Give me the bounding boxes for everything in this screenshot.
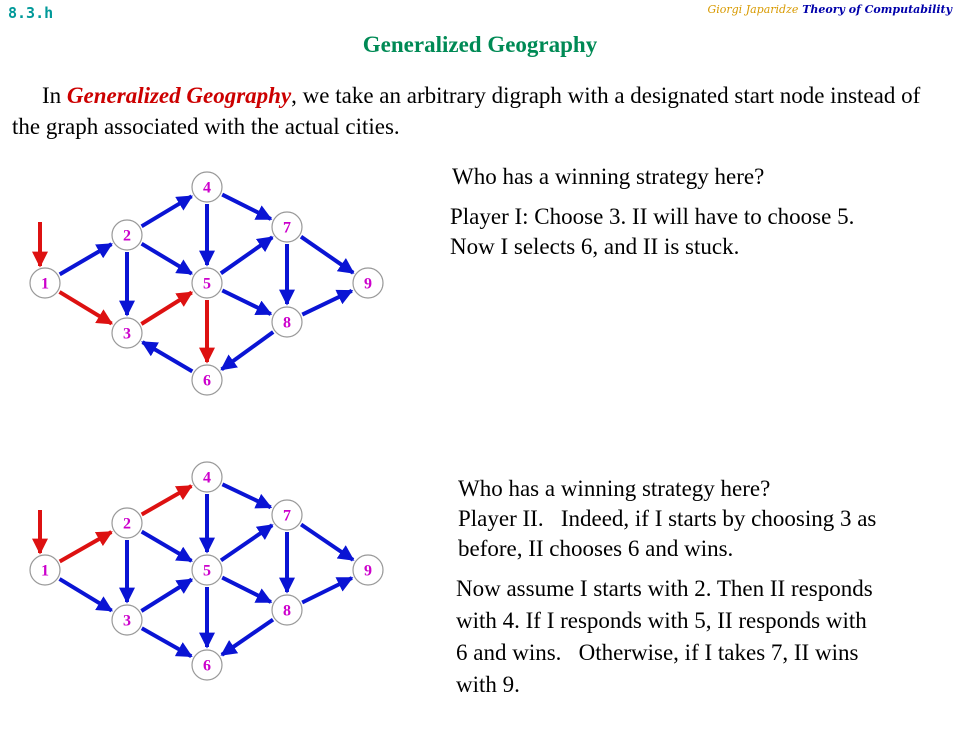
edge-7-to-9 <box>301 237 353 273</box>
node-label: 1 <box>41 275 49 293</box>
edge-3-to-5 <box>141 580 191 612</box>
node-label: 3 <box>123 325 131 343</box>
node-9 <box>353 268 383 298</box>
edge-8-to-6 <box>222 620 273 655</box>
node-label: 2 <box>123 515 131 533</box>
node-label: 7 <box>283 219 291 237</box>
node-label: 9 <box>364 562 372 580</box>
node-2 <box>112 508 142 538</box>
edge-5-to-7 <box>221 525 272 560</box>
bottom-question: Who has a winning strategy here? <box>458 476 771 501</box>
node-8 <box>272 595 302 625</box>
edge-8-to-9 <box>302 578 352 603</box>
node-label: 8 <box>283 602 291 620</box>
page-title: Generalized Geography <box>362 32 598 57</box>
bottom-paragraph-line-3: 6 and wins. Otherwise, if I takes 7, II wins <box>456 640 859 665</box>
edge-3-to-6 <box>142 628 192 656</box>
node-label: 6 <box>203 372 211 390</box>
node-label: 2 <box>123 227 131 245</box>
node-label: 3 <box>123 612 131 630</box>
edge-2-to-5 <box>142 244 192 274</box>
node-4 <box>192 172 222 202</box>
edge-1-to-2 <box>60 244 112 274</box>
node-label: 4 <box>203 179 211 197</box>
bottom-paragraph-line-4: with 9. <box>456 672 520 697</box>
intro-emphasis: Generalized Geography <box>66 83 292 108</box>
node-6 <box>192 650 222 680</box>
edge-2-to-4 <box>142 486 192 515</box>
node-label: 5 <box>203 562 211 580</box>
node-label: 4 <box>203 469 211 487</box>
edge-8-to-6 <box>222 332 274 369</box>
node-label: 1 <box>41 562 49 580</box>
edge-3-to-5 <box>141 293 191 325</box>
node-4 <box>192 462 222 492</box>
node-7 <box>272 500 302 530</box>
bottom-answer-line-1: Player II. Indeed, if I starts by choosing 3 as <box>458 506 877 531</box>
node-3 <box>112 318 142 348</box>
header-credit <box>707 3 952 16</box>
edge-2-to-5 <box>142 532 192 561</box>
top-graph <box>0 160 430 450</box>
edge-4-to-7 <box>222 195 271 219</box>
node-label: 8 <box>283 314 291 332</box>
node-5 <box>192 555 222 585</box>
edge-5-to-8 <box>222 578 271 602</box>
bottom-answer-line-2: before, II chooses 6 and wins. <box>458 536 734 561</box>
intro-suffix: , we take an arbitrary digraph with a designated start node instead of the graph associated with the actual cities. <box>12 83 921 139</box>
edge-1-to-2 <box>60 532 112 562</box>
course-title: Theory of Computability <box>802 3 952 16</box>
author-name: Giorgi Japaridze <box>707 3 799 16</box>
node-3 <box>112 605 142 635</box>
edge-6-to-3 <box>143 342 193 371</box>
edge-5-to-7 <box>221 237 272 273</box>
node-label: 5 <box>203 275 211 293</box>
node-label: 6 <box>203 657 211 675</box>
edge-1-to-3 <box>60 579 112 611</box>
edge-2-to-4 <box>142 196 192 226</box>
slide-number: 8.3.h <box>8 4 54 22</box>
node-5 <box>192 268 222 298</box>
node-2 <box>112 220 142 250</box>
edge-4-to-7 <box>222 484 270 507</box>
node-label: 7 <box>283 507 291 525</box>
node-1 <box>30 555 60 585</box>
node-7 <box>272 212 302 242</box>
top-question: Who has a winning strategy here? <box>452 164 765 189</box>
bottom-graph <box>0 450 430 740</box>
bottom-paragraph-line-1: Now assume I starts with 2. Then II responds <box>456 576 873 601</box>
node-9 <box>353 555 383 585</box>
edge-5-to-8 <box>222 290 270 314</box>
edge-7-to-9 <box>301 525 353 560</box>
top-answer-line-2: Now I selects 6, and II is stuck. <box>450 234 740 259</box>
bottom-paragraph-line-2: with 4. If I responds with 5, II responds with <box>456 608 867 633</box>
edge-1-to-3 <box>60 292 112 324</box>
node-1 <box>30 268 60 298</box>
edge-8-to-9 <box>302 291 352 315</box>
top-answer-line-1: Player I: Choose 3. II will have to choose 5. <box>450 204 855 229</box>
intro-paragraph <box>12 80 952 142</box>
node-8 <box>272 307 302 337</box>
node-label: 9 <box>364 275 372 293</box>
intro-prefix: In <box>42 83 67 108</box>
node-6 <box>192 365 222 395</box>
